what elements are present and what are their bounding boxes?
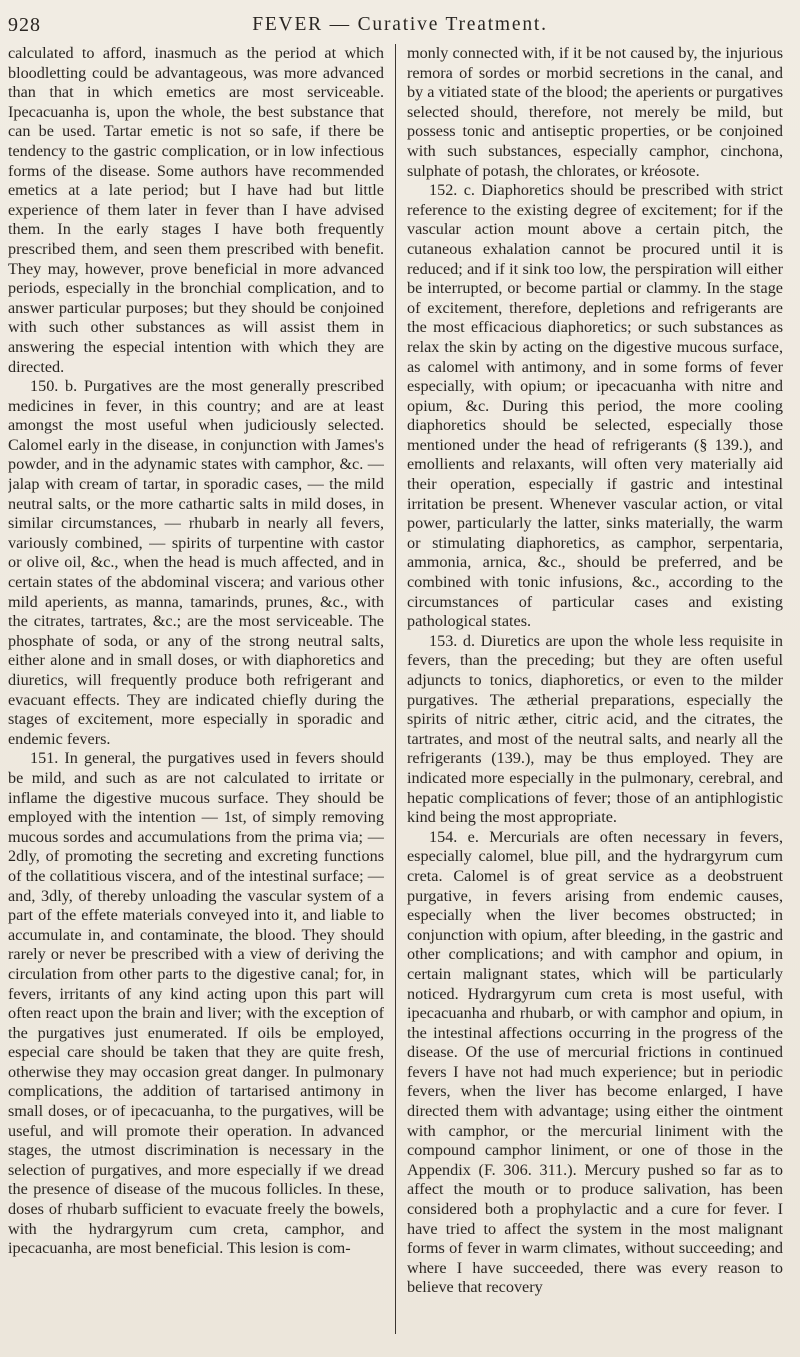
paragraph-continued-right: monly connected with, if it be not caused by, the injurious remora of sordes or morbid secretions in the canal, and by a vitiated state of the blood; the aperients or purgatives selected should, therefore, not merely be mild, but possess tonic and antiseptic properties, or be conjoined with such substances, especially camphor, cinchona, sulphate of potash, the chlorates, or kréosote. [407,44,783,180]
paragraph-continued: calculated to afford, inasmuch as the period at which bloodletting could be advantageous, was more advanced than that in which emetics are most serviceable. Ipecacuanha is, upon the whole, the best substance that can be used. Tartar emetic is not so safe, if there be tendency to the gastric complication, or in low infectious forms of the disease. Some authors have recommended emetics at a late period; but I have had but little experience of them later in fever than I have advised them. In the early stages I have both frequently prescribed them, and seen them prescribed with benefit. They may, however, prove beneficial in more advanced periods, especially in the bronchial complication, and to answer particular purposes; but they should be conjoined with such other substances as will assist them in answering the especial intention with which they are directed. [8,44,384,376]
paragraph-151: 151. In general, the purgatives used in fevers should be mild, and such as are not calculated to irritate or inflame the digestive mucous surface. They should be employed with the intention — 1st, of simply removing mucous sordes and accumulations from the prima via; — 2dly, of promoting the secreting and excreting functions of the collatitious viscera, and of the intestinal surface; — and, 3dly, of thereby unloading the vascular system of a part of the effete materials conveyed into it, and liable to accumulate in, and contaminate, the blood. They should rarely or never be prescribed with a view of deriving the circulation from other parts to the digestive canal; for, in fevers, irritants of any kind acting upon this part will often react upon the brain and liver; with the exception of the purgatives just enumerated. If oils be employed, especial care should be taken that they are quite fresh, otherwise they may occasion great danger. In pulmonary complications, the addition of tartarised antimony in small doses, or of ipecacuanha, to the purgatives, will be useful, and will promote their operation. In advanced stages, the utmost discrimination is necessary in the selection of purgatives, and more especially if we dread the presence of disease of the mucous follicles. In these, doses of rhubarb sufficient to evacuate freely the bowels, with the hydrargyrum cum creta, camphor, and ipecacuanha, are most beneficial. This lesion is com- [8,749,384,1258]
paragraph-153: 153. d. Diuretics are upon the whole less requisite in fevers, than the preceding; but they are often useful adjuncts to tonics, diaphoretics, or even to the milder purgatives. The ætherial preparations, especially the spirits of nitric æther, citric acid, and the citrates, the tartrates, and most of the neutral salts, and nearly all the refrigerants (139.), may be thus employed. They are indicated more especially in the pulmonary, cerebral, and hepatic complications of fever; those of an antiphlogistic kind being the most appropriate. [407,631,783,827]
page-number: 928 [8,14,41,36]
text-columns [8,44,792,1344]
right-column [407,44,783,1344]
paragraph-152: 152. c. Diaphoretics should be prescribed with strict reference to the existing degree of excitement; for if the vascular action mount above a certain pitch, the cutaneous exhalation cannot be procured until it is reduced; and if it sink too low, the perspiration will either be interrupted, or become partial or clammy. In the stage of excitement, therefore, depletions and refrigerants are the most efficacious diaphoretics; or such substances as relax the skin by acting on the digestive mucous surface, as calomel with antimony, and in some forms of fever especially, with opium; or ipecacuanha with nitre and opium, &c. During this period, the more cooling diaphoretics should be selected, especially those mentioned under the head of refrigerants (§ 139.), and emollients and relaxants, will often very materially aid their operation, especially if gastric and intestinal irritation be present. Whenever vascular action, or vital power, particularly the latter, sinks materially, the warm or stimulating diaphoretics, as camphor, serpentaria, ammonia, arnica, &c., should be preferred, and be combined with tonic infusions, &c., according to the circumstances of particular cases and existing pathological states. [407,181,783,631]
paragraph-150: 150. b. Purgatives are the most generally prescribed medicines in fever, in this country; and are at least amongst the most useful when judiciously selected. Calomel early in the disease, in conjunction with James's powder, and in the adynamic states with camphor, &c. — jalap with cream of tartar, in sporadic cases, — the mild neutral salts, or the more cathartic salts in mild doses, in similar circumstances, — rhubarb in nearly all fevers, variously combined, — spirits of turpentine with castor or olive oil, &c., when the head is much affected, and in certain states of the abdominal viscera; and various other mild aperients, as manna, tamarinds, prunes, &c., with the citrates, tartrates, &c.; are the most serviceable. The phosphate of soda, or any of the strong neutral salts, either alone and in small doses, or with diaphoretics and diuretics, will frequently produce both refrigerant and evacuant effects. They are indicated chiefly during the stages of excitement, more especially in sporadic and endemic fevers. [8,377,384,748]
paragraph-154: 154. e. Mercurials are often necessary in fevers, especially calomel, blue pill, and the hydrargyrum cum creta. Calomel is of great service as a deobstruent purgative, in fevers arising from endemic causes, especially when the liver becomes obstructed; in conjunction with opium, after bleeding, in the gastric and other complications; and with camphor and opium, in certain malignant states, which will be particularly noticed. Hydrargyrum cum creta is most useful, with ipecacuanha and rhubarb, or with camphor and opium, in the intestinal affections occurring in the progress of the disease. Of the use of mercurial frictions in continued fevers I have not had much experience; but in periodic fevers, when the liver has become enlarged, I have directed them with advantage; using either the ointment with camphor, or the mercurial liniment with the compound camphor liniment, or one of those in the Appendix (F. 306. 311.). Mercury pushed so far as to affect the mouth or to produce salivation, has been considered both a prophylactic and a cure for fever. I have tried to affect the system in the most malignant forms of fever in warm climates, without succeeding; and where I have succeeded, there was every reason to believe that recovery [407,827,783,1297]
column-divider [395,44,396,1334]
page-header [8,14,792,38]
running-head: FEVER — Curative Treatment. [252,14,548,35]
left-column [8,44,384,1344]
